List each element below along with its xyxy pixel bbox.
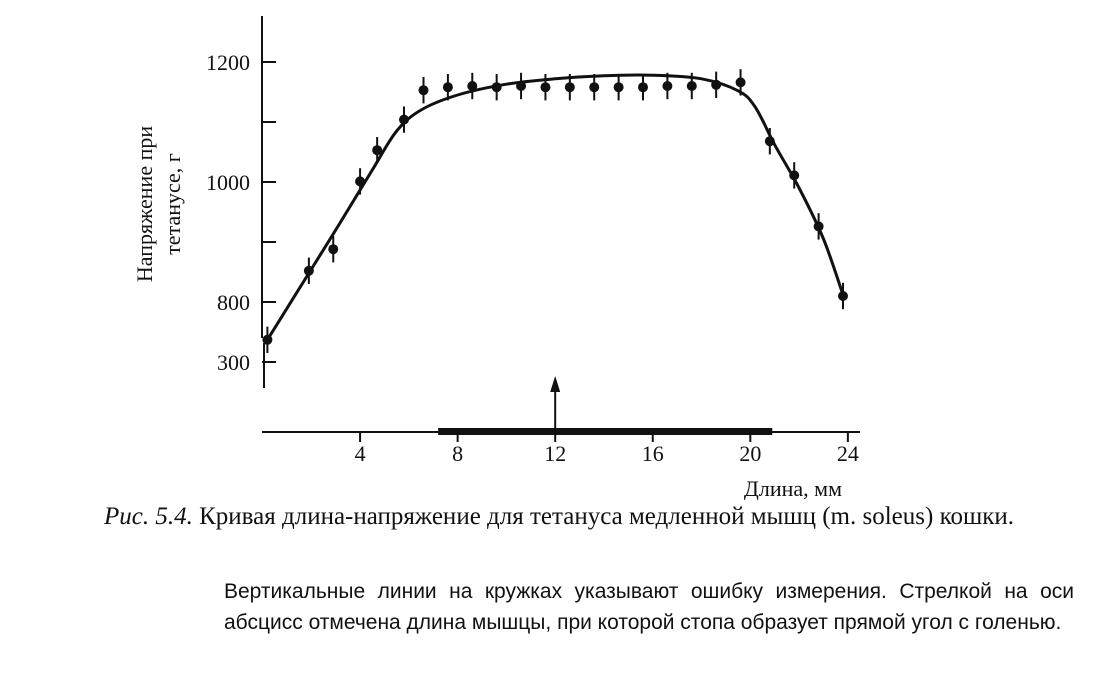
y-tick-label: 1200: [206, 50, 250, 75]
figure-note: Вертикальные линии на кружках указывают ошибку измерения. Стрелкой на оси абсцисс отмечена длина мышцы, при которой стопа образует прямой угол с голенью.: [224, 580, 1074, 634]
data-point: [565, 82, 575, 92]
data-point: [736, 77, 746, 87]
y-tick-label: 1000: [206, 170, 250, 195]
data-point: [372, 145, 382, 155]
data-point: [492, 82, 502, 92]
data-point: [467, 81, 477, 91]
data-point: [399, 115, 409, 125]
data-point: [687, 81, 697, 91]
data-point: [711, 80, 721, 90]
data-points: [262, 69, 848, 353]
data-point: [662, 81, 672, 91]
x-tick-label: 4: [354, 441, 366, 466]
data-point: [838, 291, 848, 301]
data-point: [789, 170, 799, 180]
data-point: [443, 82, 453, 92]
data-point: [328, 244, 338, 254]
x-tick-label: 8: [452, 441, 464, 466]
x-axis-range-bar: [438, 428, 772, 435]
caption-text: Кривая длина-напряжение для тетануса медленной мышц (m. soleus) кошки.: [192, 503, 1014, 530]
x-axis-title: Длина, мм: [743, 476, 842, 500]
data-point: [418, 85, 428, 95]
right-angle-arrow: [550, 376, 560, 428]
y-axis-title-line-2: тетанусе, г: [160, 153, 185, 255]
data-point: [262, 335, 272, 345]
y-axis-title: [132, 126, 185, 283]
y-tick-label: 300: [217, 350, 250, 375]
figure-label: Рис. 5.4.: [104, 503, 193, 530]
data-point: [540, 82, 550, 92]
data-point: [304, 266, 314, 276]
x-tick-label: 20: [739, 441, 762, 466]
data-point: [765, 136, 775, 146]
y-tick-label: 800: [217, 290, 250, 315]
data-point: [614, 82, 624, 92]
x-axis-ticks: [355, 432, 859, 466]
data-point: [355, 176, 365, 186]
figure-caption: [104, 500, 1064, 534]
x-tick-label: 24: [836, 441, 859, 466]
x-tick-label: 16: [641, 441, 664, 466]
fit-curve: [267, 75, 843, 340]
y-axis-title-line-1: Напряжение при: [132, 125, 157, 283]
data-point: [814, 221, 824, 231]
data-point: [516, 81, 526, 91]
y-axis-ticks: [206, 50, 276, 375]
data-point: [589, 82, 599, 92]
x-tick-label: 12: [544, 441, 567, 466]
data-point: [638, 82, 648, 92]
